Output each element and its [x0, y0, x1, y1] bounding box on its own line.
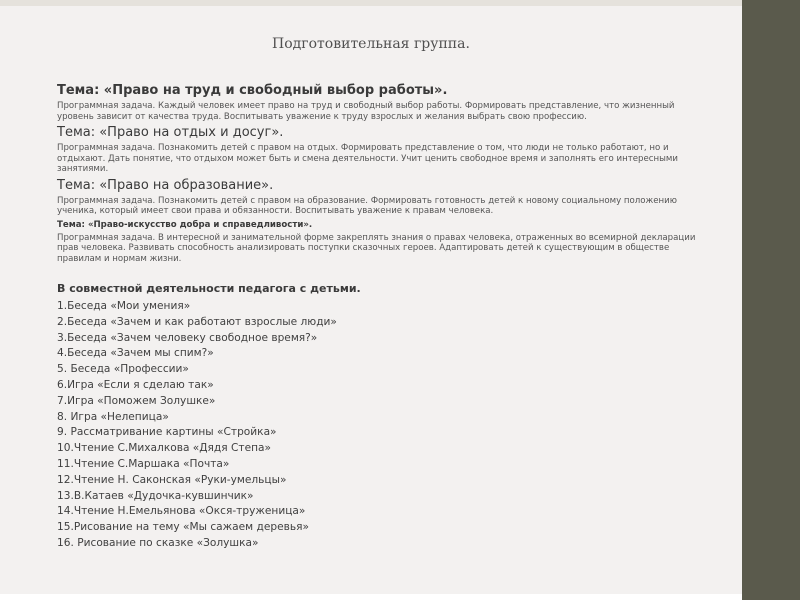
section-task: Программная задача. Познакомить детей с правом на образование. Формировать готовность детей к новому социальному положению ученика, который имеет свои права и обязанности. Воспитывать уважение к правам человека. — [57, 195, 677, 216]
side-frame — [742, 0, 800, 600]
list-item: 12.Чтение Н. Саконская «Руки-умельцы» — [57, 473, 287, 486]
section-heading: Тема: «Право-искусство добра и справедливости». — [57, 219, 313, 230]
list-item: 10.Чтение С.Михалкова «Дядя Степа» — [57, 442, 271, 455]
section-task: Программная задача. В интересной и занимательной форме закреплять знания о правах человека, отраженных во всемирной декларации прав человека. Развивать способность анализировать поступки сказочных героев. Адаптировать детей к существующим в обществе правилам и нормам жизни. — [57, 232, 696, 264]
list-item: 11.Чтение С.Маршака «Почта» — [57, 457, 230, 470]
slide-title: Подготовительная группа. — [272, 36, 470, 52]
list-item: 1.Беседа «Мои умения» — [57, 300, 191, 312]
list-item: 8. Игра «Нелепица» — [57, 410, 169, 423]
section-heading: Тема: «Право на отдых и досуг». — [57, 125, 284, 140]
list-item: 6.Игра «Если я сделаю так» — [57, 378, 214, 391]
section-task: Программная задача. Познакомить детей с правом на отдых. Формировать представление о том, что люди не только работают, но и отдыхают. Дать понятие, что отдыхом может быть и смена деятельности. Учит ценить свободное время и заполнять его интересными занятиями. — [57, 143, 678, 174]
activities-list — [57, 299, 697, 552]
list-item: 14.Чтение Н.Емельянова «Окся-труженица» — [57, 505, 306, 518]
top-band — [0, 0, 742, 6]
section-heading: Тема: «Право на образование». — [57, 177, 274, 193]
list-item: 2.Беседа «Зачем и как работают взрослые люди» — [57, 315, 337, 328]
list-item: 16. Рисование по сказке «Золушка» — [57, 536, 259, 549]
bottom-band — [0, 594, 742, 600]
list-item: 5. Беседа «Профессии» — [57, 363, 189, 376]
list-item: 9. Рассматривание картины «Стройка» — [57, 426, 277, 439]
section-task: Программная задача. Каждый человек имеет право на труд и свободный выбор работы. Формировать представление, что жизненный уровень зависит от качества труда. Воспитывать уважение к труду взрослых и желания выбрать свою профессию. — [57, 101, 675, 122]
list-item: 7.Игра «Поможем Золушке» — [57, 394, 216, 407]
list-item: 13.В.Катаев «Дудочка-кувшинчик» — [57, 489, 254, 502]
section-heading: Тема: «Право на труд и свободный выбор работы». — [57, 83, 448, 98]
list-item: 4.Беседа «Зачем мы спим?» — [57, 347, 214, 360]
slide-content — [57, 83, 697, 552]
activities-title: В совместной деятельности педагога с детьми. — [57, 282, 361, 295]
list-item: 15.Рисование на тему «Мы сажаем деревья» — [57, 521, 309, 534]
list-item: 3.Беседа «Зачем человеку свободное время?» — [57, 331, 318, 344]
